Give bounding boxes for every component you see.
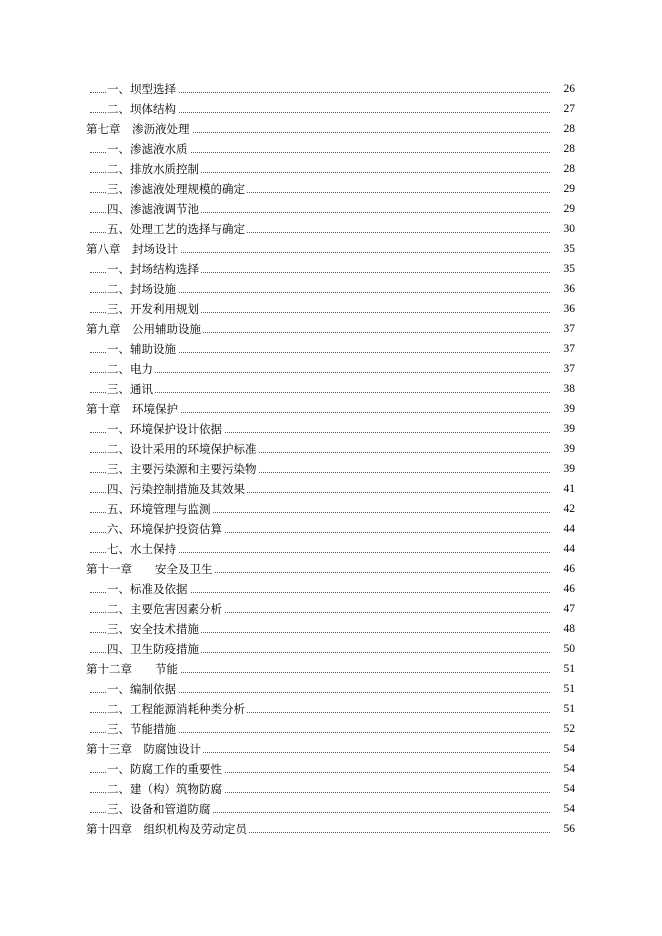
toc-page-number: 26 (551, 79, 575, 99)
toc-entry-label: 三、渗滤液处理规模的确定 (107, 179, 247, 199)
toc-page-number: 27 (551, 99, 575, 119)
toc-section-entry[interactable] (0, 199, 662, 219)
toc-page-number: 28 (551, 119, 575, 139)
toc-entry-label: 五、处理工艺的选择与确定 (107, 219, 247, 239)
toc-page-number: 29 (551, 179, 575, 199)
toc-chapter-entry[interactable] (0, 559, 662, 579)
toc-dot-leader (90, 392, 550, 393)
toc-entry-label: 三、开发利用规划 (107, 299, 201, 319)
toc-entry-label: 第十三章 防腐蚀设计 (86, 739, 203, 759)
toc-chapter-entry[interactable] (0, 659, 662, 679)
toc-section-entry[interactable] (0, 279, 662, 299)
toc-page-number: 56 (551, 819, 575, 839)
toc-entry-label: 第八章 封场设计 (86, 239, 180, 259)
toc-section-entry[interactable] (0, 699, 662, 719)
toc-page-number: 37 (551, 359, 575, 379)
toc-section-entry[interactable] (0, 379, 662, 399)
toc-entry-label: 第十一章 安全及卫生 (86, 559, 215, 579)
toc-section-entry[interactable] (0, 539, 662, 559)
toc-page-number: 51 (551, 699, 575, 719)
toc-page-number: 46 (551, 579, 575, 599)
toc-section-entry[interactable] (0, 339, 662, 359)
toc-entry-label: 四、卫生防疫措施 (107, 639, 201, 659)
toc-page-number: 50 (551, 639, 575, 659)
toc-page-number: 29 (551, 199, 575, 219)
toc-section-entry[interactable] (0, 79, 662, 99)
toc-entry-label: 二、建（构）筑物防腐 (107, 779, 224, 799)
toc-entry-label: 一、标准及依据 (107, 579, 190, 599)
toc-chapter-entry[interactable] (0, 319, 662, 339)
toc-page-number: 36 (551, 279, 575, 299)
toc-chapter-entry[interactable] (0, 739, 662, 759)
toc-section-entry[interactable] (0, 139, 662, 159)
toc-entry-label: 第十二章 节能 (86, 659, 180, 679)
toc-entry-label: 第十四章 组织机构及劳动定员 (86, 819, 249, 839)
toc-section-entry[interactable] (0, 99, 662, 119)
toc-page-number: 28 (551, 159, 575, 179)
toc-section-entry[interactable] (0, 419, 662, 439)
toc-section-entry[interactable] (0, 519, 662, 539)
toc-entry-label: 三、节能措施 (107, 719, 178, 739)
toc-page-number: 54 (551, 759, 575, 779)
toc-entry-label: 三、安全技术措施 (107, 619, 201, 639)
toc-entry-label: 二、排放水质控制 (107, 159, 201, 179)
toc-entry-label: 二、设计采用的环境保护标准 (107, 439, 259, 459)
toc-dot-leader (90, 372, 550, 373)
toc-page-number: 37 (551, 339, 575, 359)
toc-entry-label: 第七章 渗沥液处理 (86, 119, 192, 139)
toc-section-entry[interactable] (0, 459, 662, 479)
toc-page-number: 48 (551, 619, 575, 639)
toc-section-entry[interactable] (0, 639, 662, 659)
toc-section-entry[interactable] (0, 439, 662, 459)
toc-page-number: 47 (551, 599, 575, 619)
toc-section-entry[interactable] (0, 479, 662, 499)
toc-page-number: 38 (551, 379, 575, 399)
toc-section-entry[interactable] (0, 599, 662, 619)
toc-page-number: 44 (551, 519, 575, 539)
toc-section-entry[interactable] (0, 499, 662, 519)
toc-page-number: 39 (551, 459, 575, 479)
toc-section-entry[interactable] (0, 179, 662, 199)
toc-section-entry[interactable] (0, 219, 662, 239)
toc-entry-label: 二、坝体结构 (107, 99, 178, 119)
toc-section-entry[interactable] (0, 679, 662, 699)
toc-entry-label: 二、电力 (107, 359, 155, 379)
toc-page-number: 35 (551, 239, 575, 259)
toc-section-entry[interactable] (0, 359, 662, 379)
toc-entry-label: 五、环境管理与监测 (107, 499, 213, 519)
toc-entry-label: 三、主要污染源和主要污染物 (107, 459, 259, 479)
toc-page-number: 54 (551, 739, 575, 759)
toc-page-number: 51 (551, 659, 575, 679)
toc-section-entry[interactable] (0, 159, 662, 179)
toc-page-number: 28 (551, 139, 575, 159)
toc-entry-label: 一、渗滤液水质 (107, 139, 190, 159)
toc-page-number: 36 (551, 299, 575, 319)
toc-entry-label: 三、设备和管道防腐 (107, 799, 213, 819)
toc-entry-label: 一、防腐工作的重要性 (107, 759, 224, 779)
toc-section-entry[interactable] (0, 719, 662, 739)
toc-page-number: 41 (551, 479, 575, 499)
toc-page-number: 39 (551, 399, 575, 419)
toc-entry-label: 六、环境保护投资估算 (107, 519, 224, 539)
toc-section-entry[interactable] (0, 259, 662, 279)
toc-chapter-entry[interactable] (0, 399, 662, 419)
toc-page-number: 39 (551, 419, 575, 439)
toc-entry-label: 二、工程能源消耗种类分析 (107, 699, 247, 719)
toc-entry-label: 二、封场设施 (107, 279, 178, 299)
toc-entry-label: 三、通讯 (107, 379, 155, 399)
toc-page-number: 54 (551, 799, 575, 819)
toc-chapter-entry[interactable] (0, 119, 662, 139)
toc-entry-label: 七、水土保持 (107, 539, 178, 559)
toc-page-number: 42 (551, 499, 575, 519)
toc-entry-label: 第十章 环境保护 (86, 399, 180, 419)
toc-page-number: 46 (551, 559, 575, 579)
toc-entry-label: 一、封场结构选择 (107, 259, 201, 279)
table-of-contents (0, 79, 662, 839)
toc-page-number: 51 (551, 679, 575, 699)
toc-section-entry[interactable] (0, 779, 662, 799)
toc-page-number: 52 (551, 719, 575, 739)
toc-section-entry[interactable] (0, 299, 662, 319)
toc-entry-label: 一、辅助设施 (107, 339, 178, 359)
toc-page-number: 44 (551, 539, 575, 559)
toc-page-number: 37 (551, 319, 575, 339)
toc-section-entry[interactable] (0, 759, 662, 779)
toc-page-number: 30 (551, 219, 575, 239)
toc-chapter-entry[interactable] (0, 239, 662, 259)
toc-entry-label: 一、编制依据 (107, 679, 178, 699)
toc-entry-label: 第九章 公用辅助设施 (86, 319, 203, 339)
toc-entry-label: 二、主要危害因素分析 (107, 599, 224, 619)
toc-section-entry[interactable] (0, 799, 662, 819)
toc-section-entry[interactable] (0, 619, 662, 639)
toc-page-number: 35 (551, 259, 575, 279)
toc-page-number: 54 (551, 779, 575, 799)
toc-entry-label: 四、渗滤液调节池 (107, 199, 201, 219)
toc-entry-label: 一、坝型选择 (107, 79, 178, 99)
toc-section-entry[interactable] (0, 579, 662, 599)
toc-chapter-entry[interactable] (0, 819, 662, 839)
toc-entry-label: 四、污染控制措施及其效果 (107, 479, 247, 499)
toc-entry-label: 一、环境保护设计依据 (107, 419, 224, 439)
toc-page-number: 39 (551, 439, 575, 459)
